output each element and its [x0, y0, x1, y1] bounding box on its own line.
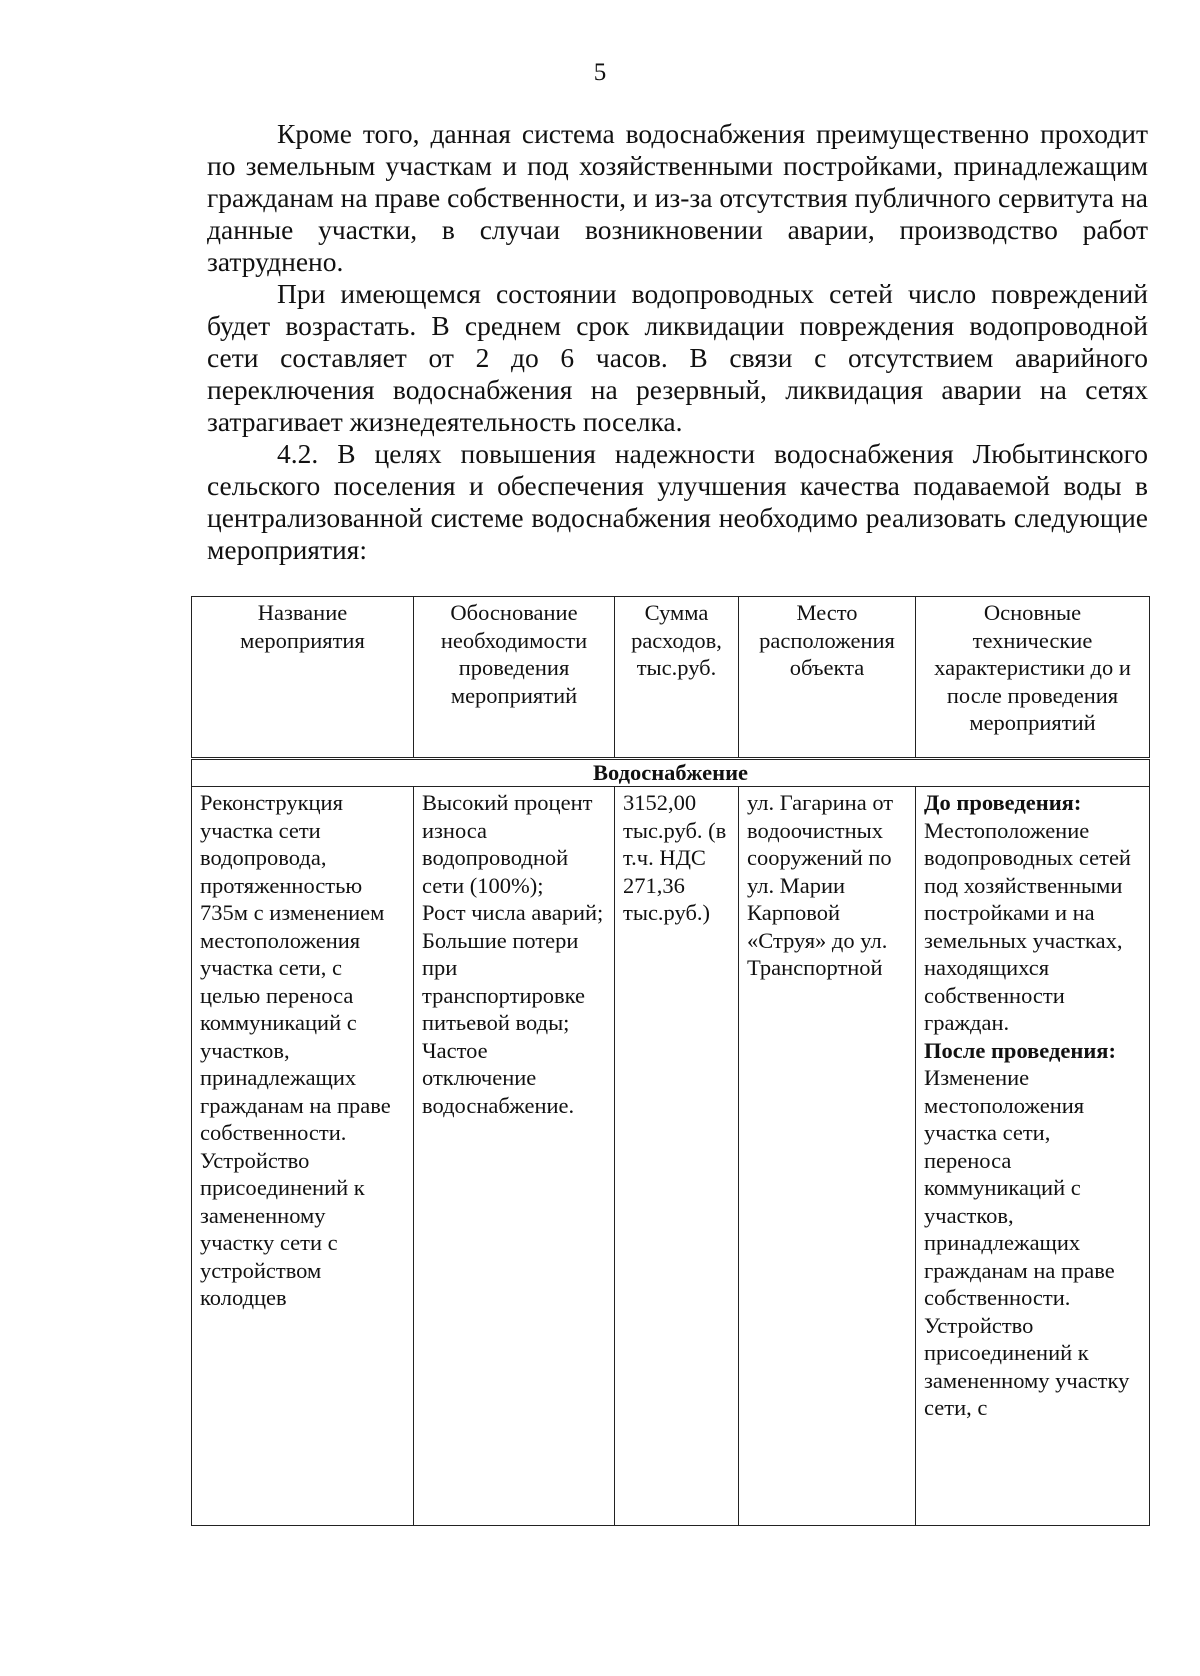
paragraph-1: Кроме того, данная система водоснабжения преимущественно проходит по земельным участкам и под хозяйственными постройками, принадлежащим гражданам на праве собственности, и из-за отсутствия публичного сервитута на данные участки, в случаи возникновении аварии, производство работ затруднено. — [207, 118, 1148, 277]
cell-measure-name: Реконструкция участка сети водопровода, протяженностью 735м с изменением местоположения участка сети, с целью переноса коммуникаций с участков, принадлежащих гражданам на праве собственности. Устройство присоединений к замененному участку сети с устройством колодцев — [192, 787, 414, 1526]
justification-item: Высокий процент износа водопроводной сети (100%); — [422, 790, 593, 898]
cell-location: ул. Гагарина от водоочистных сооружений по ул. Марии Карповой «Струя» до ул. Транспортной — [739, 787, 916, 1526]
header-cell-cost: Сумма расходов, тыс.руб. — [615, 597, 739, 759]
header-cell-name: Название мероприятия — [192, 597, 414, 759]
header-cell-justification: Обоснование необходимости проведения мероприятий — [414, 597, 615, 759]
before-text: Местоположение водопроводных сетей под хозяйственными постройками и на земельных участках, находящихся собственности граждан. — [924, 817, 1131, 1035]
justification-item: Рост числа аварий; — [422, 900, 604, 925]
before-label: До проведения: — [924, 790, 1082, 815]
header-cell-location: Место расположения объекта — [739, 597, 916, 759]
after-text: Изменение местоположения участка сети, переноса коммуникаций с участков, принадлежащих гражданам на праве собственности. Устройство присоединений к замененному участку сети, с — [924, 1065, 1130, 1420]
header-cell-characteristics: Основные технические характеристики до и после проведения мероприятий — [916, 597, 1150, 759]
section-title: Водоснабжение — [192, 759, 1150, 787]
cell-justification — [414, 787, 615, 1526]
cell-cost: 3152,00 тыс.руб. (в т.ч. НДС 271,36 тыс.руб.) — [615, 787, 739, 1526]
justification-item: Большие потери при транспортировке питьевой воды; — [422, 927, 585, 1035]
paragraph-2: При имеющемся состоянии водопроводных сетей число повреждений будет возрастать. В среднем срок ликвидации повреждения водопроводной сети составляет от 2 до 6 часов. В связи с отсутствием аварийного переключения водоснабжения на резервный, ликвидация аварии на сетях затрагивает жизнедеятельность поселка. — [207, 278, 1148, 437]
body-text — [207, 118, 1148, 566]
measures-table — [191, 596, 1150, 1526]
table-header-row — [192, 597, 1150, 759]
paragraph-3: 4.2. В целях повышения надежности водоснабжения Любытинского сельского поселения и обеспечения улучшения качества подаваемой воды в централизованной системе водоснабжения необходимо реализовать следующие мероприятия: — [207, 438, 1148, 565]
page-number: 5 — [593, 59, 607, 86]
table-row — [192, 787, 1150, 1526]
cell-characteristics — [916, 787, 1150, 1526]
justification-item: Частое отключение водоснабжение. — [422, 1037, 575, 1118]
table-section-row — [192, 759, 1150, 787]
after-label: После проведения: — [924, 1037, 1116, 1063]
